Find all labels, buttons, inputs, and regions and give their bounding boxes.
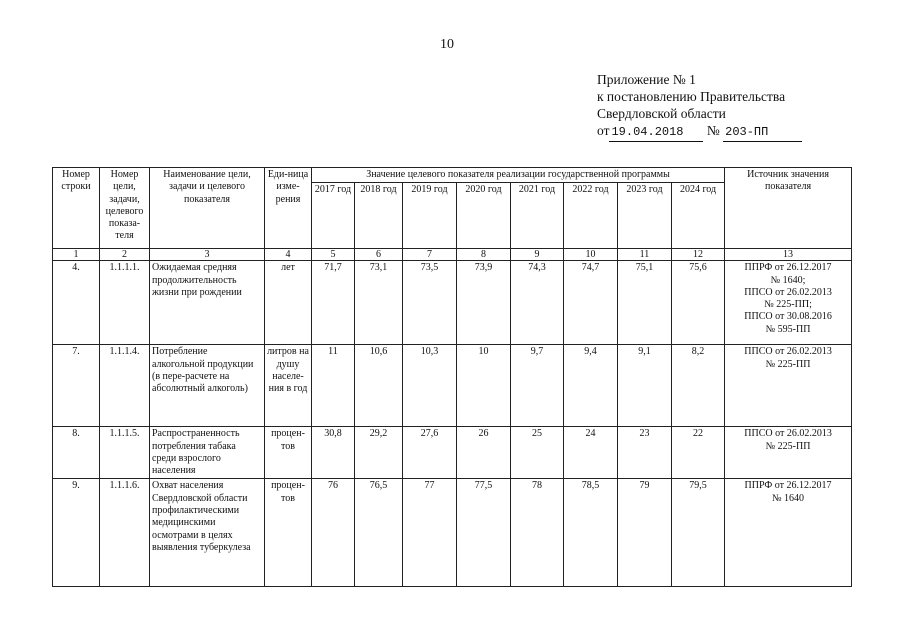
source-line: ППСО от 26.02.2013 <box>744 286 832 298</box>
value-cell: 74,3 <box>511 261 564 345</box>
appendix-title: Приложение № 1 <box>597 72 696 87</box>
column-number: 11 <box>618 249 672 261</box>
number-prefix: № <box>706 123 720 138</box>
source-cell <box>725 427 852 479</box>
appendix-date-line <box>597 122 802 142</box>
appendix-block <box>597 71 802 142</box>
indicator-name-cell: Охват населения Свердловской области профилактическими медицинскими осмотрами в целях выявления туберкулеза <box>150 479 265 587</box>
column-number: 1 <box>53 249 100 261</box>
row-number-cell: 7. <box>53 345 100 427</box>
value-cell: 75,6 <box>672 261 725 345</box>
value-cell: 8,2 <box>672 345 725 427</box>
value-cell: 78 <box>511 479 564 587</box>
indicator-name-cell: Потребление алкогольной продукции (в пере-расчете на абсолютный алкоголь) <box>150 345 265 427</box>
unit-cell: лет <box>265 261 312 345</box>
table-row <box>53 345 852 427</box>
source-line: № 1640; <box>770 274 806 286</box>
source-cell <box>725 345 852 427</box>
unit-cell: процен-тов <box>265 479 312 587</box>
date-prefix: от <box>597 123 610 138</box>
value-cell: 79 <box>618 479 672 587</box>
source-line: ППСО от 30.08.2016 <box>744 311 832 323</box>
value-cell: 76,5 <box>355 479 403 587</box>
value-cell: 24 <box>564 427 618 479</box>
resolution-number: 203-ПП <box>723 124 802 142</box>
source-line: ППРФ от 26.12.2017 <box>744 262 832 274</box>
column-number: 2 <box>100 249 150 261</box>
value-cell: 71,7 <box>312 261 355 345</box>
source-line: № 225-ПП <box>765 440 811 452</box>
row-number-cell: 4. <box>53 261 100 345</box>
header-year: 2018 год <box>355 183 403 249</box>
value-cell: 75,1 <box>618 261 672 345</box>
value-cell: 10,6 <box>355 345 403 427</box>
goal-number-cell: 1.1.1.1. <box>100 261 150 345</box>
goal-number-cell: 1.1.1.6. <box>100 479 150 587</box>
column-number: 8 <box>457 249 511 261</box>
header-source: Источник значения показателя <box>725 168 852 249</box>
header-year: 2023 год <box>618 183 672 249</box>
header-row-number: Номер строки <box>53 168 100 249</box>
column-number: 5 <box>312 249 355 261</box>
value-cell: 73,9 <box>457 261 511 345</box>
value-cell: 9,1 <box>618 345 672 427</box>
indicator-name-cell: Распространенность потребления табака среди взрослого населения <box>150 427 265 479</box>
source-line: ППРФ от 26.12.2017 <box>744 480 832 492</box>
page-number: 10 <box>440 37 454 52</box>
source-line: № 1640 <box>772 492 805 504</box>
column-number: 4 <box>265 249 312 261</box>
goal-number-cell: 1.1.1.5. <box>100 427 150 479</box>
column-number: 12 <box>672 249 725 261</box>
source-line: № 225-ПП; <box>764 299 812 311</box>
value-cell: 25 <box>511 427 564 479</box>
unit-cell: процен-тов <box>265 427 312 479</box>
value-cell: 23 <box>618 427 672 479</box>
source-line: № 225-ПП <box>765 358 811 370</box>
indicator-name-cell: Ожидаемая средняя продолжительность жизни при рождении <box>150 261 265 345</box>
column-number: 6 <box>355 249 403 261</box>
header-year: 2017 год <box>312 183 355 249</box>
table-row <box>53 261 852 345</box>
source-line: ППСО от 26.02.2013 <box>744 346 832 358</box>
source-cell <box>725 479 852 587</box>
column-number: 7 <box>403 249 457 261</box>
value-cell: 29,2 <box>355 427 403 479</box>
row-number-cell: 9. <box>53 479 100 587</box>
header-year: 2024 год <box>672 183 725 249</box>
source-cell <box>725 261 852 345</box>
value-cell: 27,6 <box>403 427 457 479</box>
value-cell: 22 <box>672 427 725 479</box>
appendix-line-2: к постановлению Правительства <box>597 89 786 104</box>
column-number: 9 <box>511 249 564 261</box>
column-number: 13 <box>725 249 852 261</box>
value-cell: 26 <box>457 427 511 479</box>
table-row <box>53 479 852 587</box>
header-name: Наименование цели, задачи и целевого показателя <box>150 168 265 249</box>
value-cell: 79,5 <box>672 479 725 587</box>
value-cell: 76 <box>312 479 355 587</box>
header-year: 2020 год <box>457 183 511 249</box>
value-cell: 30,8 <box>312 427 355 479</box>
appendix-line-3: Свердловской области <box>597 106 726 121</box>
header-year: 2021 год <box>511 183 564 249</box>
value-cell: 77 <box>403 479 457 587</box>
column-number: 3 <box>150 249 265 261</box>
source-line: № 595-ПП <box>765 323 811 335</box>
value-cell: 77,5 <box>457 479 511 587</box>
header-year: 2022 год <box>564 183 618 249</box>
table-row <box>53 427 852 479</box>
unit-cell: литров на душу населе-ния в год <box>265 345 312 427</box>
goal-number-cell: 1.1.1.4. <box>100 345 150 427</box>
row-number-cell: 8. <box>53 427 100 479</box>
target-indicators-table <box>52 167 852 587</box>
header-unit: Еди-ница изме-рения <box>265 168 312 249</box>
value-cell: 78,5 <box>564 479 618 587</box>
value-cell: 10,3 <box>403 345 457 427</box>
column-number: 10 <box>564 249 618 261</box>
resolution-date: 19.04.2018 <box>609 124 703 142</box>
value-cell: 73,1 <box>355 261 403 345</box>
header-goal-number: Номер цели, задачи, целевого показа-теля <box>100 168 150 249</box>
header-year: 2019 год <box>403 183 457 249</box>
value-cell: 11 <box>312 345 355 427</box>
value-cell: 10 <box>457 345 511 427</box>
value-cell: 9,4 <box>564 345 618 427</box>
value-cell: 9,7 <box>511 345 564 427</box>
source-line: ППСО от 26.02.2013 <box>744 428 832 440</box>
value-cell: 74,7 <box>564 261 618 345</box>
header-values-group: Значение целевого показателя реализации государственной программы <box>312 168 725 183</box>
value-cell: 73,5 <box>403 261 457 345</box>
